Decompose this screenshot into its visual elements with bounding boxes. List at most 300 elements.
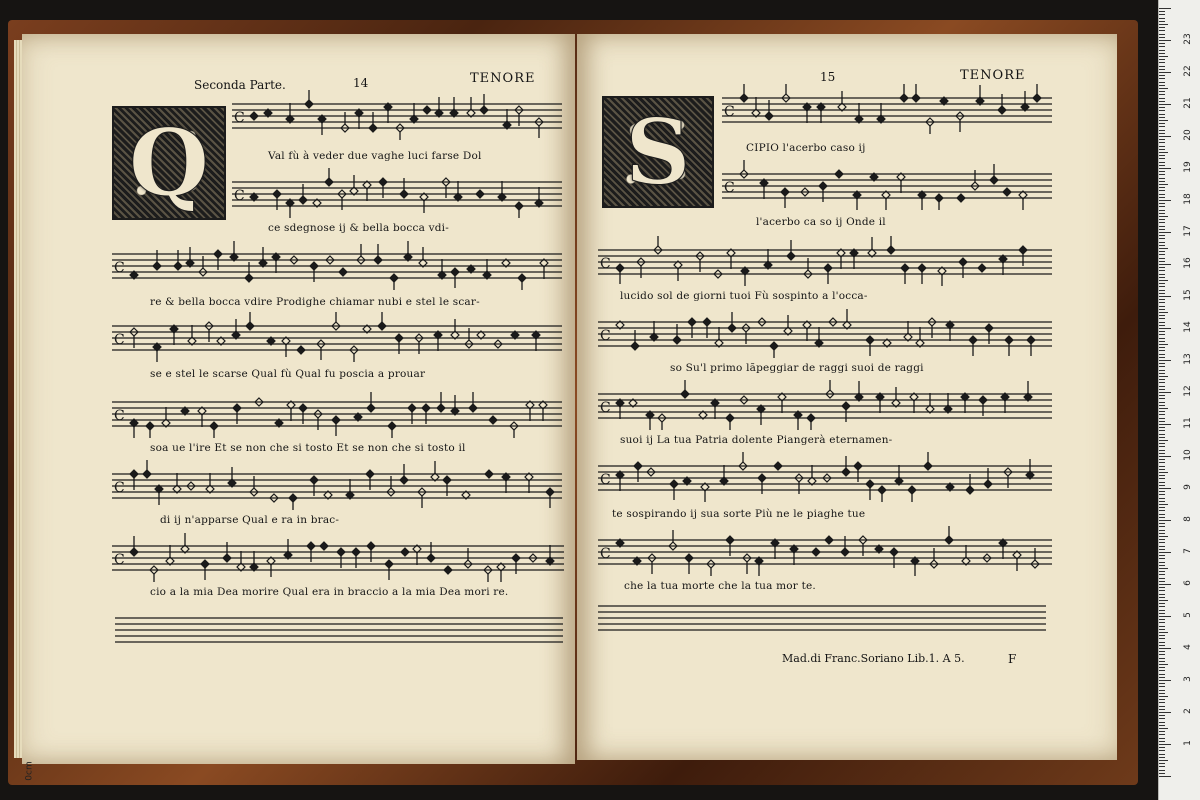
clef-mark: C [114,552,125,568]
lyric-line-left-1: Val fù à veder due vaghe luci farse Dol [268,150,482,162]
ruler-tick [1159,488,1171,489]
ruler-tick [1159,155,1165,156]
note-head [423,106,431,114]
ruler-tick [1159,210,1165,211]
note-head [985,324,993,332]
staff-right-4 [598,308,1052,358]
ruler-tick [1159,146,1165,147]
clef-mark: C [114,408,125,424]
ruler-tick [1159,184,1168,185]
note-head [214,250,222,258]
ruler-tick [1159,696,1168,697]
ruler-tick [1159,667,1165,668]
clef-mark: C [114,260,125,276]
ruler-tick [1159,27,1165,28]
ruler-tick [1159,222,1165,223]
ruler-tick [1159,715,1165,716]
ruler-tick [1159,466,1165,467]
ruler-tick [1159,565,1165,566]
lyric-line-right-4: so Su'l primo lãpeggiar de raggi suoi de raggi [670,362,924,374]
ruler-tick [1159,661,1165,662]
ruler-tick [1159,254,1165,255]
ruler-tick [1159,411,1165,412]
ruler-tick [1159,741,1165,742]
ruler-tick [1159,520,1171,521]
note-head [515,202,523,210]
ruler-tick [1159,510,1165,511]
ruler-tick [1159,347,1165,348]
ruler-tick [1159,536,1168,537]
initial-letter: S [625,99,691,205]
ruler-tick [1159,117,1165,118]
ruler-tick [1159,133,1165,134]
ruler-tick [1159,766,1165,767]
note-head [451,268,459,276]
ruler-tick [1159,98,1165,99]
note-head [824,264,832,272]
ruler-tick [1159,478,1165,479]
ruler-tick [1159,638,1165,639]
ruler-tick [1159,680,1171,681]
ruler-tick [1159,264,1171,265]
ruler-tick [1159,693,1165,694]
ruler-tick [1159,312,1168,313]
ruler-tick [1159,178,1165,179]
ruler-tick [1159,354,1165,355]
ruler-tick [1159,171,1165,172]
note-head [841,548,849,556]
note-head [512,554,520,562]
ruler-tick [1159,485,1165,486]
ruler-tick [1159,14,1165,15]
ruler-number: 13 [1183,353,1193,365]
note-head [408,404,416,412]
note-head [250,112,258,120]
ruler-tick [1159,85,1165,86]
staff-left-2 [232,168,562,218]
note-head [924,462,932,470]
signature-mark: F [1008,652,1017,666]
ruler-tick [1159,91,1165,92]
ruler-tick [1159,578,1165,579]
note-head [842,402,850,410]
staff-right-2 [722,160,1052,210]
ruler-tick [1159,280,1168,281]
staff-left-4 [112,312,562,362]
note-head [400,190,408,198]
staff-left-1 [232,90,562,140]
ruler-tick [1159,686,1165,687]
ruler-tick [1159,523,1165,524]
ruler-number: 22 [1183,65,1193,77]
note-head [480,106,488,114]
ruler-tick [1159,373,1165,374]
ruler-tick [1159,219,1165,220]
note-head [918,264,926,272]
note-head [673,336,681,344]
staff-right-5 [598,380,1052,430]
note-head [201,560,209,568]
ruler-number: 8 [1183,516,1193,522]
ruler-tick [1159,472,1168,473]
ruler-tick [1159,405,1165,406]
ruler-tick [1159,274,1165,275]
note-head [703,318,711,326]
ruler-tick [1159,59,1165,60]
note-head [337,548,345,556]
ruler-tick [1159,648,1171,649]
ruler-number: 5 [1183,612,1193,618]
note-head [688,318,696,326]
ruler-tick [1159,357,1165,358]
staff-right-empty [598,600,1046,642]
ruler-number: 3 [1183,676,1193,682]
ruler-tick [1159,427,1165,428]
ruler-tick [1159,242,1165,243]
clef-mark: C [724,104,735,120]
note-head [631,342,639,350]
ruler-tick [1159,101,1165,102]
note-head [945,536,953,544]
ruler-tick [1159,437,1165,438]
ruler-tick [1159,424,1171,425]
ruler-tick [1159,430,1165,431]
ruler-tick [1159,389,1165,390]
note-head [866,480,874,488]
ruler-tick [1159,728,1168,729]
ruler-tick [1159,229,1165,230]
ruler-tick [1159,549,1165,550]
ruler-tick [1159,546,1165,547]
ruler-tick [1159,574,1165,575]
note-head [367,542,375,550]
clef-mark: C [600,400,611,416]
ruler-tick [1159,216,1168,217]
ruler-tick [1159,610,1165,611]
ruler-tick [1159,110,1165,111]
ruler-tick [1159,469,1165,470]
ruler-tick [1159,350,1165,351]
note-head [978,264,986,272]
ruler-tick [1159,581,1165,582]
ruler-tick [1159,18,1165,19]
ruler-tick [1159,245,1165,246]
ruler-tick [1159,738,1165,739]
ruler-tick [1159,114,1165,115]
note-head [787,252,795,260]
ruler-tick [1159,635,1165,636]
right-voice-label: TENORE [960,68,1026,83]
ruler-tick [1159,382,1165,383]
note-head [634,462,642,470]
staff-right-6 [598,452,1052,502]
note-head [959,258,967,266]
ruler-number: 23 [1183,33,1193,45]
ruler-tick [1159,501,1165,502]
note-head [374,256,382,264]
ruler-tick [1159,725,1165,726]
ruler-tick [1159,722,1165,723]
note-head [130,470,138,478]
ruler-tick [1159,75,1165,76]
ruler-tick [1159,203,1165,204]
lyric-line-left-6: di ij n'apparse Qual e ra in brac- [160,514,340,526]
ruler-tick [1159,11,1165,12]
ruler-tick [1159,744,1171,745]
note-head [998,106,1006,114]
ruler-tick [1159,530,1165,531]
ruler-number: 15 [1183,289,1193,301]
ruler-tick [1159,757,1165,758]
ruler-tick [1159,690,1165,691]
lyric-line-right-6: te sospirando ij sua sorte Più ne le piaghe tue [612,508,866,520]
ruler-tick [1159,251,1165,252]
ruler-tick [1159,174,1165,175]
ruler-tick [1159,123,1165,124]
note-head [146,422,154,430]
ruler-tick [1159,78,1165,79]
note-head [966,486,974,494]
note-head [273,190,281,198]
clef-mark: C [114,332,125,348]
ruler-tick [1159,363,1165,364]
ruler-tick [1159,453,1165,454]
ruler-tick [1159,434,1165,435]
ruler-number: 1 [1183,740,1193,746]
note-head [485,470,493,478]
note-head [320,542,328,550]
ruler-tick [1159,296,1171,297]
ruler-number: 4 [1183,644,1193,650]
ruler-tick [1159,283,1165,284]
ruler-tick [1159,568,1168,569]
right-page-number: 15 [820,70,836,84]
ruler-tick [1159,190,1165,191]
ruler-tick [1159,200,1171,201]
ruler-tick [1159,315,1165,316]
ruler-tick [1159,53,1165,54]
lyric-line-right-2: l'acerbo ca so ij Onde il [756,216,886,228]
note-head [957,194,965,202]
ruler-number: 10 [1183,449,1193,461]
staff-left-3 [112,240,562,290]
ruler-tick [1159,562,1165,563]
ruler-number: 17 [1183,225,1193,237]
ruler-tick [1159,158,1165,159]
staff-left-empty [115,612,563,662]
note-head [388,422,396,430]
note-head [866,336,874,344]
initial-letter: Q [128,109,210,217]
ruler-tick [1159,344,1168,345]
measuring-ruler [1158,0,1200,800]
ruler-tick [1159,645,1165,646]
note-head [339,268,347,276]
note-head [469,404,477,412]
ruler-tick [1159,402,1165,403]
note-head [390,274,398,282]
ruler-tick [1159,494,1165,495]
note-head [233,404,241,412]
ruler-tick [1159,306,1165,307]
ruler-number: 12 [1183,385,1193,397]
note-head [854,462,862,470]
ruler-tick [1159,126,1165,127]
note-head [912,94,920,102]
note-head [223,554,231,562]
note-head [935,194,943,202]
note-head [900,94,908,102]
ruler-tick [1159,293,1165,294]
ruler-tick [1159,40,1171,41]
ruler-tick [1159,331,1165,332]
ruler-unit-label: 0cm [24,761,35,781]
ruler-tick [1159,629,1165,630]
ruler-tick [1159,770,1165,771]
note-head [307,542,315,550]
ruler-tick [1159,747,1165,748]
ruler-number: 7 [1183,548,1193,554]
lyric-line-left-3: re & bella bocca vdire Prodighe chiamar nubi e stel le scar- [150,296,480,308]
ruler-tick [1159,325,1165,326]
ruler-tick [1159,670,1165,671]
note-head [887,246,895,254]
ruler-tick [1159,360,1171,361]
note-head [289,494,297,502]
ruler-tick [1159,334,1165,335]
ruler-number: 11 [1183,417,1193,429]
ruler-tick [1159,318,1165,319]
lyric-line-right-3: lucido sol de giorni tuoi Fù sospinto a l'occa- [620,290,868,302]
note-head [297,346,305,354]
ruler-tick [1159,379,1165,380]
ruler-tick [1159,754,1165,755]
ruler-tick [1159,587,1165,588]
ruler-tick [1159,718,1165,719]
ruler-tick [1159,584,1171,585]
ruler-tick [1159,162,1165,163]
note-head [369,124,377,132]
ruler-tick [1159,616,1171,617]
note-head [366,470,374,478]
ruler-tick [1159,626,1165,627]
ruler-tick [1159,654,1165,655]
ruler-tick [1159,664,1168,665]
ruler-tick [1159,760,1168,761]
ruler-tick [1159,539,1165,540]
lyric-line-right-5: suoi ij La tua Patria dolente Piangerà eternamen- [620,434,893,446]
ruler-tick [1159,139,1165,140]
ruler-tick [1159,590,1165,591]
ruler-tick [1159,261,1165,262]
note-head [444,566,452,574]
ruler-tick [1159,491,1165,492]
note-head [685,554,693,562]
staff-right-3 [598,236,1052,286]
ruler-tick [1159,56,1168,57]
lyric-line-left-7: cio a la mia Dea morire Qual era in braccio a la mia Dea mori re. [150,586,509,598]
ruler-tick [1159,440,1168,441]
ruler-number: 2 [1183,708,1193,714]
ruler-tick [1159,88,1168,89]
staff-left-5 [112,388,562,438]
ruler-tick [1159,571,1165,572]
ruler-number: 18 [1183,193,1193,205]
ruler-tick [1159,398,1165,399]
ruler-tick [1159,302,1165,303]
ruler-number: 9 [1183,484,1193,490]
ruler-tick [1159,181,1165,182]
ruler-tick [1159,552,1171,553]
note-head [819,182,827,190]
ruler-tick [1159,386,1165,387]
ruler-tick [1159,235,1165,236]
ruler-tick [1159,773,1165,774]
ruler-tick [1159,94,1165,95]
note-head [401,548,409,556]
note-head [842,468,850,476]
ruler-number: 19 [1183,161,1193,173]
note-head [969,336,977,344]
ruler-tick [1159,341,1165,342]
ruler-tick [1159,597,1165,598]
ruler-tick [1159,603,1165,604]
note-head [367,404,375,412]
note-head [728,324,736,332]
ruler-tick [1159,702,1165,703]
ruler-tick [1159,606,1165,607]
ruler-tick [1159,408,1168,409]
ruler-tick [1159,706,1165,707]
lyric-line-right-7: che la tua morte che la tua mor te. [624,580,816,592]
note-head [476,190,484,198]
note-head [245,274,253,282]
ruler-tick [1159,165,1165,166]
ruler-tick [1159,731,1165,732]
clef-mark: C [724,180,735,196]
note-head [352,548,360,556]
lyric-line-left-4: se e stel le scarse Qual fù Qual fu poscia a prouar [150,368,426,380]
clef-mark: C [600,256,611,272]
note-head [1019,246,1027,254]
ruler-number: 16 [1183,257,1193,269]
ruler-tick [1159,526,1165,527]
ruler-tick [1159,482,1165,483]
note-head [310,262,318,270]
note-head [422,404,430,412]
ruler-tick [1159,194,1165,195]
ruler-tick [1159,533,1165,534]
ruler-tick [1159,149,1165,150]
ruler-tick [1159,152,1168,153]
ruler-tick [1159,456,1171,457]
ruler-tick [1159,446,1165,447]
colophon-footer: Mad.di Franc.Soriano Lib.1. A 5. [782,652,965,665]
note-head [153,262,161,270]
ruler-tick [1159,72,1171,73]
lyric-line-left-2: ce sdegnose ij & bella bocca vdi- [268,222,449,234]
ruler-tick [1159,34,1165,35]
note-head [427,554,435,562]
ruler-tick [1159,277,1165,278]
ruler-tick [1159,290,1165,291]
ruler-number: 6 [1183,580,1193,586]
note-head [990,176,998,184]
note-head [670,480,678,488]
ruler-tick [1159,338,1165,339]
ruler-tick [1159,613,1165,614]
note-head [770,342,778,350]
